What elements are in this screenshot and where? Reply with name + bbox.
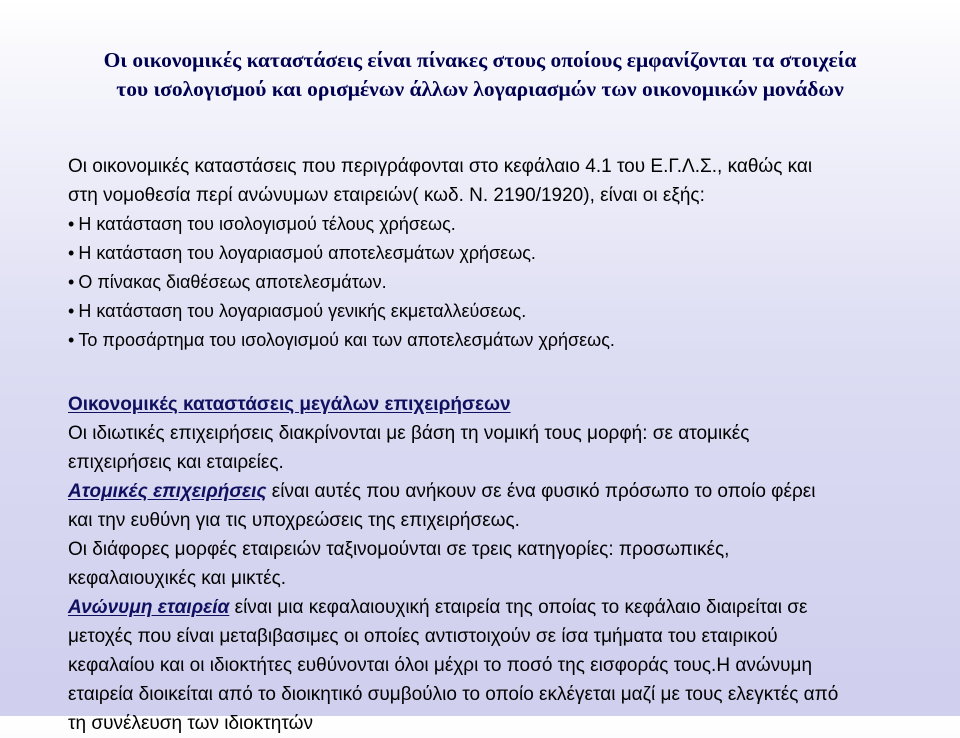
slide-title	[0, 46, 960, 104]
slide-body	[68, 152, 958, 738]
list-item: • Το προσάρτημα του ισολογισμού και των αποτελεσμάτων χρήσεως.	[68, 326, 958, 355]
company-types-paragraph	[68, 535, 958, 593]
paragraph-line: Οι ιδιωτικές επιχειρήσεις διακρίνονται με βάση τη νομική τους μορφή: σε ατομικές	[68, 423, 750, 444]
section-heading: Οικονομικές καταστάσεις μεγάλων επιχειρήσεων	[68, 394, 511, 415]
sole-proprietorship-term: Ατομικές επιχειρήσεις	[68, 481, 267, 502]
title-line-2: του ισολογισμού και ορισμένων άλλων λογαριασμών των οικονομικών μονάδων	[116, 77, 844, 101]
paragraph-line	[68, 477, 958, 506]
intro-line-2: στη νομοθεσία περί ανώνυμων εταιρειών( κωδ. Ν. 2190/1920), είναι οι εξής:	[68, 185, 705, 206]
paragraph-line: μετοχές που είναι μεταβιβασιμες οι οποίες αντιστοιχούν σε ίσα τμήματα του εταιρικού	[68, 626, 778, 647]
intro-line-1: Οι οικονομικές καταστάσεις που περιγράφονται στο κεφάλαιο 4.1 του Ε.Γ.Λ.Σ., καθώς και	[68, 156, 813, 177]
paragraph-line: κεφαλαίου και οι ιδιοκτήτες ευθύνονται όλοι μέχρι το ποσό της εισφοράς τους.Η ανώνυμη	[68, 655, 813, 676]
paragraph-line: κεφαλαιουχικές και μικτές.	[68, 568, 287, 589]
paragraph-text: είναι αυτές που ανήκουν σε ένα φυσικό πρόσωπο το οποίο φέρει	[266, 481, 816, 502]
statements-list	[68, 210, 958, 355]
legal-form-paragraph	[68, 419, 958, 477]
paragraph-line: εταιρεία διοικείται από το διοικητικό συμβούλιο το οποίο εκλέγεται μαζί με τους ελεγκτές από	[68, 684, 839, 705]
sole-proprietorship-paragraph	[68, 477, 958, 535]
paragraph-line: τη συνέλευση των ιδιοκτητών	[68, 713, 313, 734]
paragraph-line: επιχειρήσεις και εταιρείες.	[68, 452, 284, 473]
list-item: • Η κατάσταση του λογαριασμού γενικής εκμεταλλεύσεως.	[68, 297, 958, 326]
intro-paragraph	[68, 152, 958, 210]
list-item: • Ο πίνακας διαθέσεως αποτελεσμάτων.	[68, 268, 958, 297]
list-item: • Η κατάσταση του λογαριασμού αποτελεσμάτων χρήσεως.	[68, 239, 958, 268]
large-enterprises-section	[68, 390, 958, 738]
title-line-1: Οι οικονομικές καταστάσεις είναι πίνακες στους οποίους εμφανίζονται τα στοιχεία	[103, 48, 857, 72]
paragraph-line	[68, 593, 958, 622]
paragraph-line: Οι διάφορες μορφές εταιρειών ταξινομούνται σε τρεις κατηγορίες: προσωπικές,	[68, 539, 730, 560]
list-item: • Η κατάσταση του ισολογισμού τέλους χρήσεως.	[68, 210, 958, 239]
paragraph-text: είναι μια κεφαλαιουχική εταιρεία της οποίας το κεφάλαιο διαιρείται σε	[229, 597, 808, 618]
public-company-paragraph	[68, 593, 958, 738]
paragraph-line: και την ευθύνη για τις υποχρεώσεις της επιχειρήσεως.	[68, 510, 520, 531]
public-company-term: Ανώνυμη εταιρεία	[68, 597, 230, 618]
